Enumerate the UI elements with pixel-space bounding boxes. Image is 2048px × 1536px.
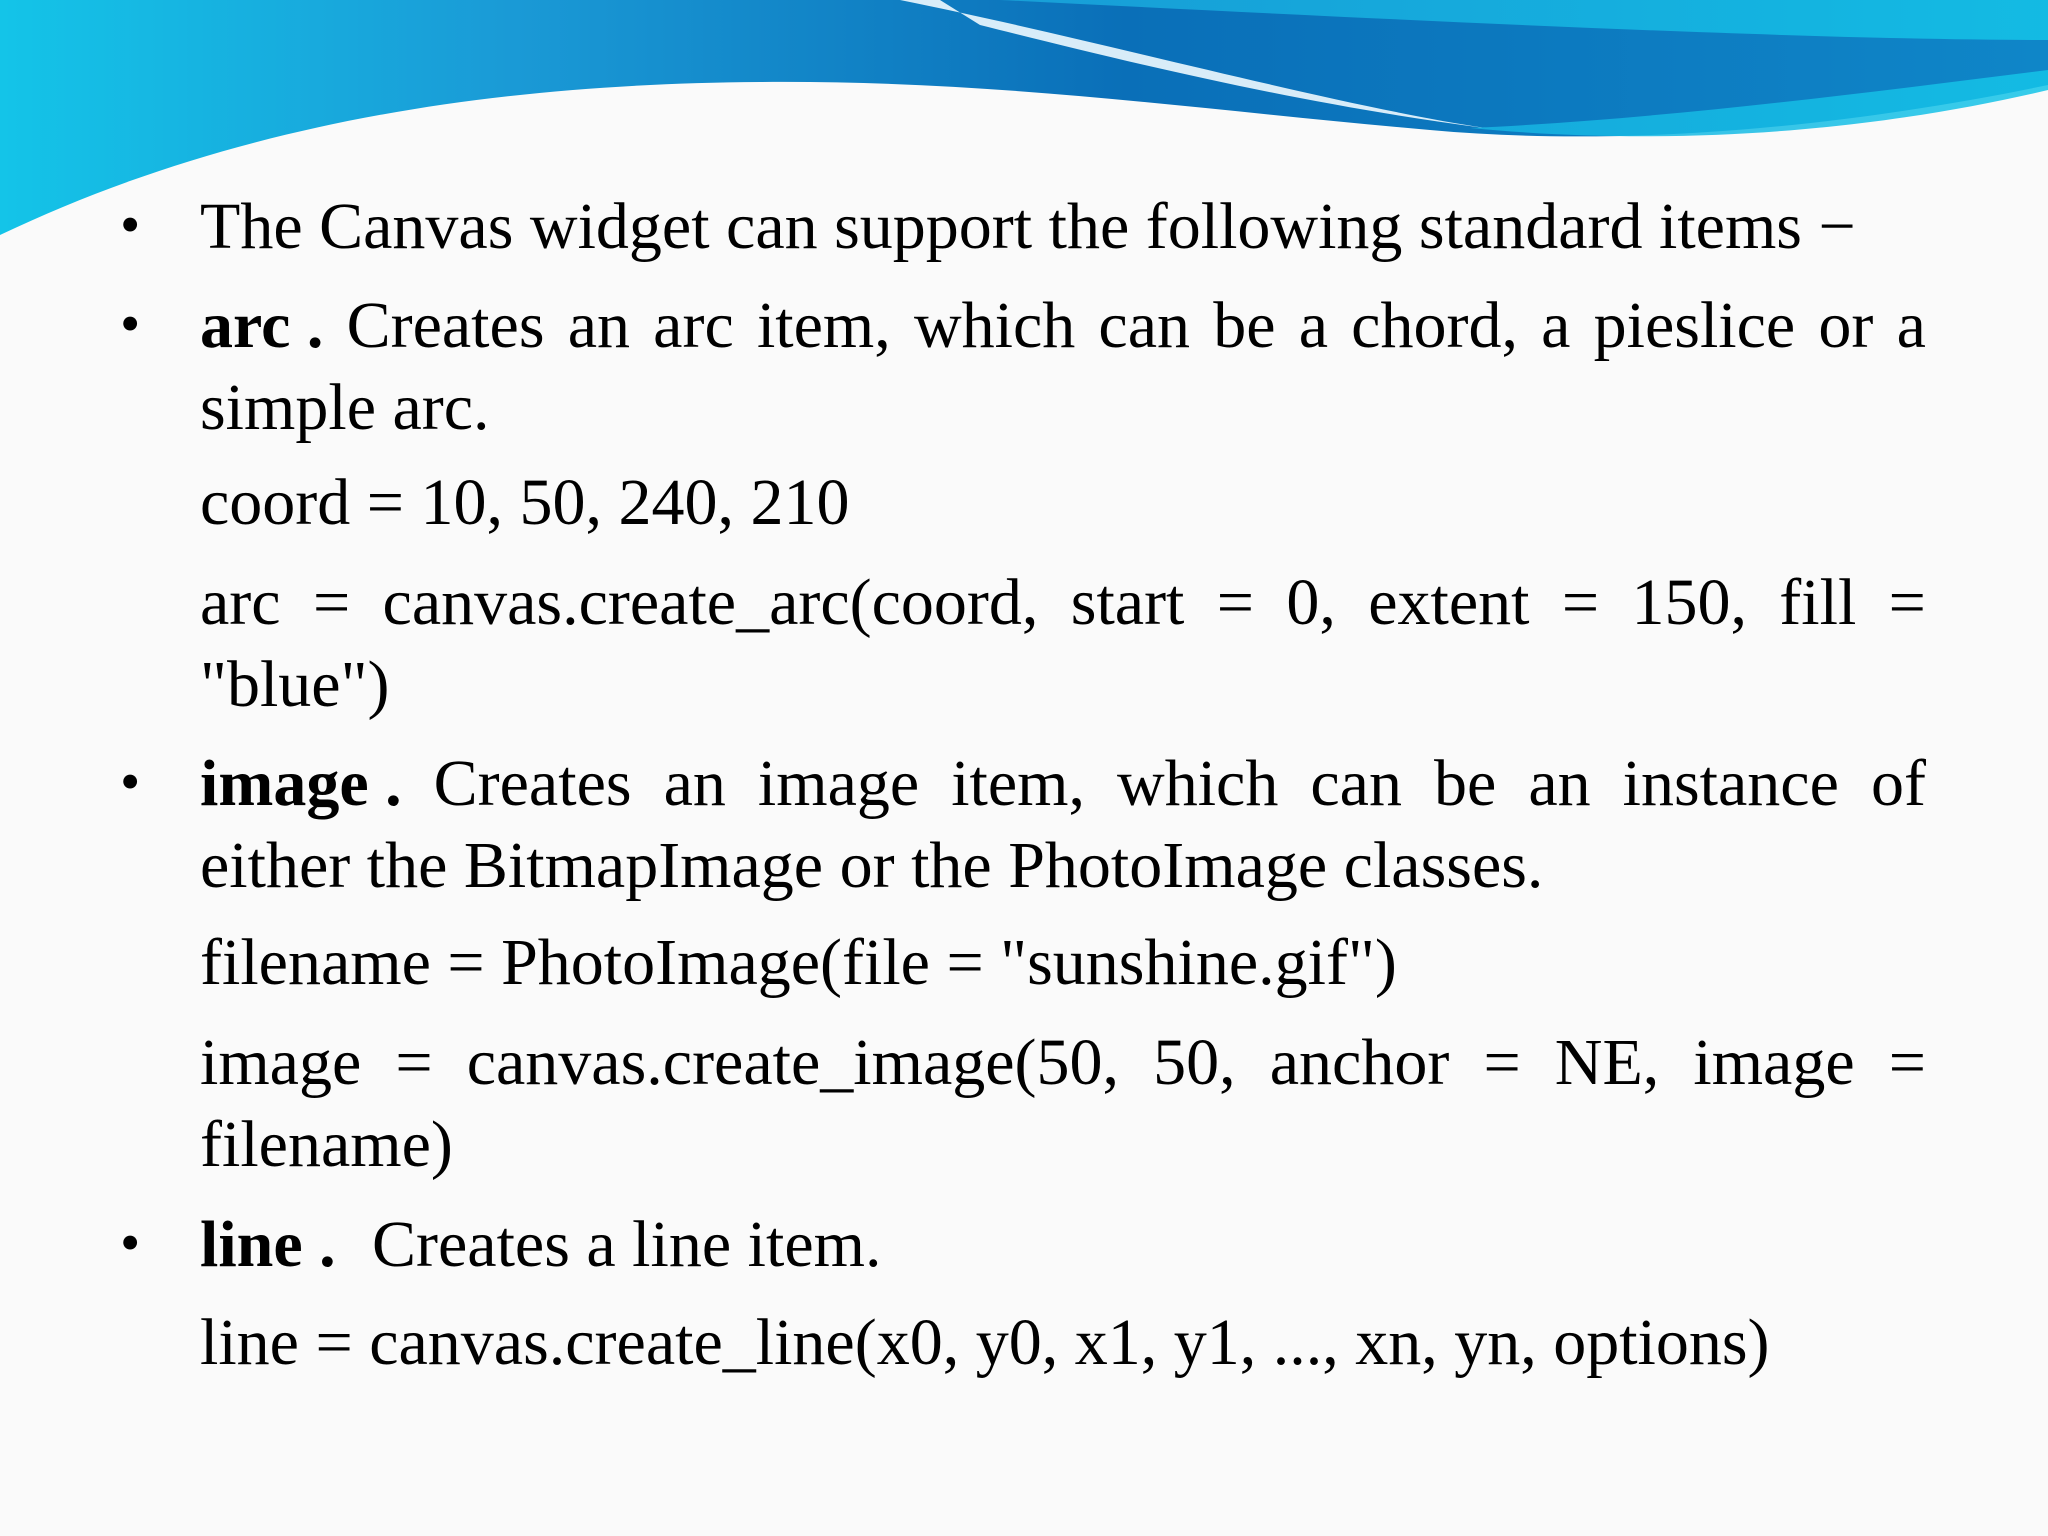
word: pieslice xyxy=(1593,289,1796,362)
word: an xyxy=(567,289,630,362)
word: image xyxy=(200,1026,362,1099)
word: = xyxy=(1888,566,1926,639)
word: canvas.create_image(50, xyxy=(466,1026,1120,1099)
word: or xyxy=(1818,289,1874,362)
word: Creates xyxy=(433,747,632,820)
word: a xyxy=(1298,289,1328,362)
word: 0, xyxy=(1286,566,1336,639)
word: 150, xyxy=(1631,566,1747,639)
line-code-create: line = canvas.create_line(x0, y0, x1, y1, ..., xn, yn, options) xyxy=(200,1306,1770,1379)
line-description-text: Creates a line item. xyxy=(371,1208,882,1281)
bullet-marker: • xyxy=(120,1210,141,1275)
word: 50, xyxy=(1153,1026,1236,1099)
word: which xyxy=(1117,747,1279,820)
word: start xyxy=(1070,566,1185,639)
line-term: line . xyxy=(200,1208,336,1281)
word: NE, xyxy=(1554,1026,1660,1099)
bullet-marker: • xyxy=(120,192,141,257)
word: a xyxy=(1896,289,1926,362)
word: chord, xyxy=(1351,289,1518,362)
image-code-create xyxy=(200,1026,1926,1099)
word: Creates xyxy=(346,289,545,362)
bullet-text-intro: The Canvas widget can support the following standard items − xyxy=(200,190,1856,263)
word: an xyxy=(1528,747,1591,820)
word: an xyxy=(663,747,726,820)
line-description xyxy=(200,1208,882,1281)
image-code-filename: filename = PhotoImage(file = "sunshine.gif") xyxy=(200,926,1397,999)
word: be xyxy=(1213,289,1276,362)
bullet-marker: • xyxy=(120,291,141,356)
word: can xyxy=(1098,289,1191,362)
bullet-marker: • xyxy=(120,749,141,814)
word: be xyxy=(1434,747,1497,820)
word: instance xyxy=(1622,747,1839,820)
word: = xyxy=(1888,1026,1926,1099)
arc-code-cont: "blue") xyxy=(200,648,390,721)
word: anchor xyxy=(1269,1026,1450,1099)
arc-description-line xyxy=(200,289,1926,362)
image-code-cont: filename) xyxy=(200,1108,453,1181)
word: item, xyxy=(951,747,1086,820)
word: image xyxy=(1693,1026,1855,1099)
word: arc xyxy=(653,289,734,362)
word: arc xyxy=(200,566,281,639)
word: = xyxy=(1483,1026,1521,1099)
word: canvas.create_arc(coord, xyxy=(382,566,1039,639)
image-term: image . xyxy=(200,747,402,820)
word: extent xyxy=(1368,566,1530,639)
arc-description-cont: simple arc. xyxy=(200,371,490,444)
image-description-line xyxy=(200,747,1926,820)
word: item, xyxy=(756,289,891,362)
word: which xyxy=(913,289,1076,362)
word: = xyxy=(1561,566,1600,639)
word: = xyxy=(1216,566,1254,639)
image-description-cont: either the BitmapImage or the PhotoImage classes. xyxy=(200,829,1544,902)
word: a xyxy=(1541,289,1571,362)
word: can xyxy=(1310,747,1402,820)
arc-code-create xyxy=(200,566,1926,639)
word: of xyxy=(1870,747,1926,820)
word: fill xyxy=(1779,566,1857,639)
arc-term: arc . xyxy=(200,289,324,362)
word: image xyxy=(757,747,920,820)
word: = xyxy=(312,566,351,639)
word: = xyxy=(395,1026,433,1099)
arc-code-coord: coord = 10, 50, 240, 210 xyxy=(200,466,850,539)
